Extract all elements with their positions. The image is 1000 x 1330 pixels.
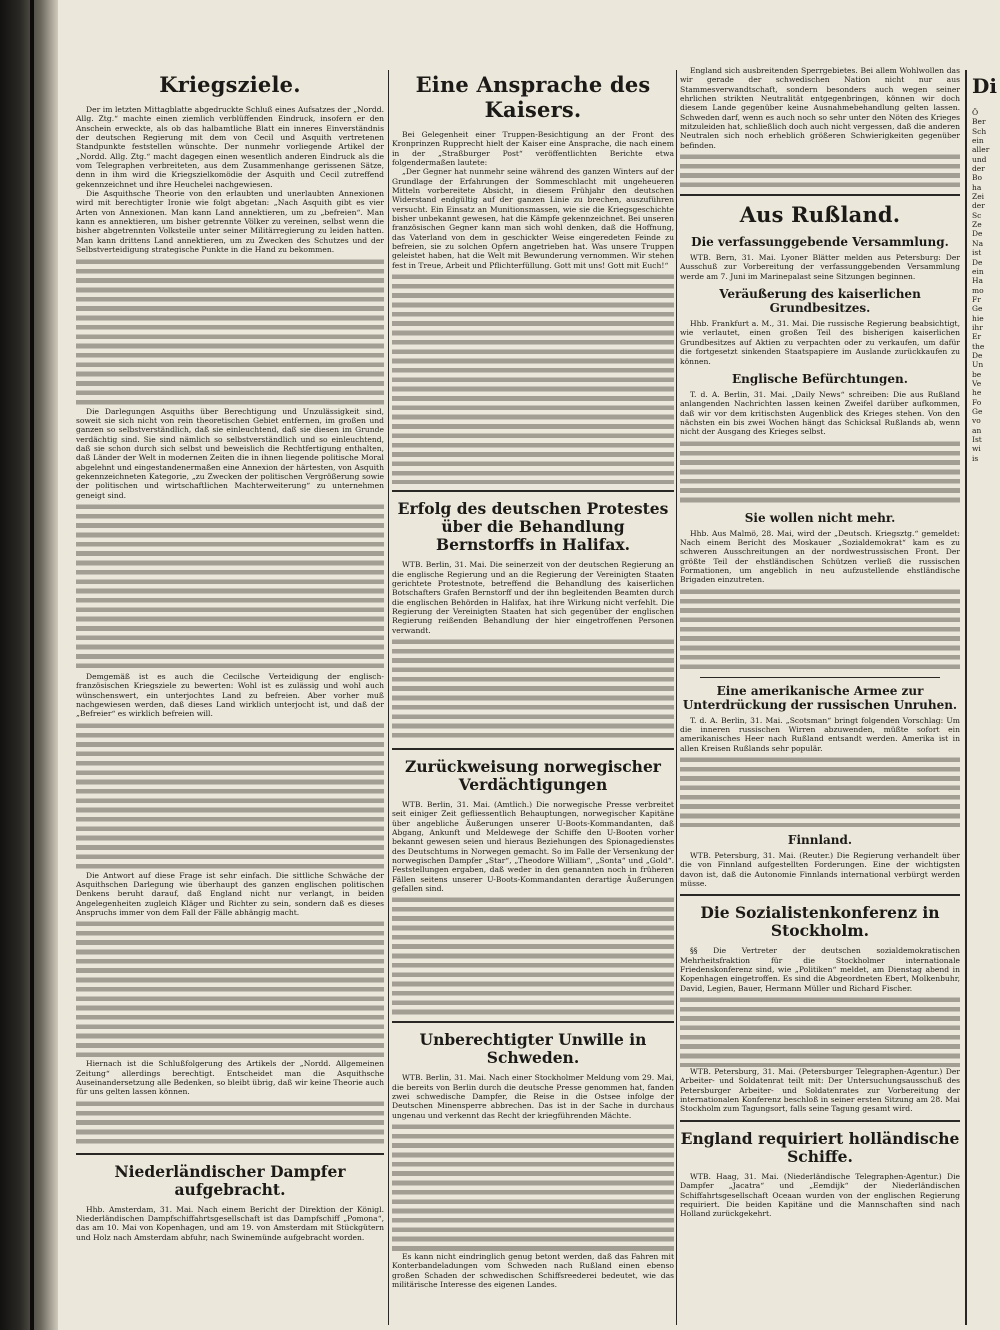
cropped-text-line: aller bbox=[972, 145, 990, 155]
divider bbox=[700, 677, 940, 678]
article-paragraph: WTB. Petersburg, 31. Mai. (Petersburger Telegraphen-Agentur.) Der Arbeiter- und Soldatenrat teilt mit: Der Untersuchungsausschuß des Petersburger Arbeiter- und Soldatenrates zur Vorbereitung der internationalen Konferenz beschloß in seiner ersten Sitzung am 28. Mai Stockholm zum Tagungsort, falls seine Tagung gesamt wird. bbox=[680, 1067, 960, 1114]
cropped-text-line: hie bbox=[972, 313, 984, 323]
divider bbox=[680, 1120, 960, 1122]
cropped-text-line: is bbox=[972, 453, 979, 463]
article-paragraph: Hiernach ist die Schlußfolgerung des Artikels der „Nordd. Allgemeinen Zeitung“ allerdings berechtigt. Entscheidet man die Asquithsche Auseinandersetzung alle Bedenken, so bleibt übrig, daß wir keine Theorie auch für uns gelten lassen können. bbox=[76, 1059, 384, 1097]
article-paragraph: Hhb. Aus Malmö, 28. Mai, wird der „Deutsch. Kriegsztg.“ gemeldet: Nach einem Bericht des Moskauer „Sozialdemokrat“ kam es zu schweren Ausschreitungen an der nordwestrussischen Front. Der größte Teil der ehstländischen Schützen verließ die russischen Formationen, um angeblich in neu aufzustellende ehstländische Brigaden einzutreten. bbox=[680, 528, 960, 585]
text-body-filler bbox=[680, 152, 960, 188]
article-paragraph: Demgemäß ist es auch die Cecilsche Verteidigung der englisch-französischen Kriegsziele zu bewerten: Wohl ist es zulässig und wohl auch wünschenswert, ein unterjochtes Land zu befreien. Aber vorher muß nachgewiesen werden, daß dieses Land wirklich unterjocht ist, und daß der „Befreier“ es wirklich befreien will. bbox=[76, 671, 384, 719]
headline-ansprache-kaiser: Eine Ansprache des Kaisers. bbox=[415, 72, 651, 122]
binding-stripe bbox=[30, 0, 34, 1330]
cropped-text-line: an bbox=[972, 425, 982, 435]
cropped-text-line: Ge bbox=[972, 304, 983, 314]
subhead-amerikanische-armee: Eine amerikanische Armee zur Unterdrückung der russischen Unruhen. bbox=[682, 683, 958, 712]
divider bbox=[680, 194, 960, 196]
cropped-text-line: De bbox=[972, 350, 983, 360]
cropped-text-line: und bbox=[972, 154, 987, 164]
text-body-filler bbox=[76, 257, 384, 407]
cropped-text-line: Ber bbox=[972, 117, 986, 127]
divider bbox=[392, 748, 674, 750]
cropped-text-line: ha bbox=[972, 182, 982, 192]
cropped-text-line: ist bbox=[972, 248, 982, 258]
text-body-filler bbox=[76, 1099, 384, 1147]
cropped-text-line: Zei bbox=[972, 192, 985, 202]
article-paragraph: Der im letzten Mittagblatte abgedruckte Schluß eines Aufsatzes der „Nordd. Allg. Ztg.“ machte einen ziemlich verblüffenden Eindruck, insofern er den Anschein erweckte, als ob das halbamtliche Blatt ein inneres Einverständnis der deutschen Regierung mit dem von Cecil und Asquith vertretenen Standpunkte feststellen wünschte. Der nunmehr vorliegende Artikel der „Nordd. Allg. Ztg.“ macht dagegen einen wesentlich anderen Eindruck als die vom Telegraphen verbreiteten, aus dem Zusammenhange gerissenen Sätze, denn in ihm wird die Kriegszielkomödie der Asquith und Cecil zutreffend gekennzeichnet und ihre Heuchelei nachgewiesen. bbox=[76, 105, 384, 189]
headline-england-requiriert: England requiriert holländische Schiffe. bbox=[680, 1128, 960, 1166]
column-rule-1 bbox=[388, 70, 389, 1325]
text-body-filler bbox=[392, 637, 674, 742]
article-paragraph: „Der Gegner hat nunmehr seine während des ganzen Winters auf der Grundlage der Erfahrungen der Sommeschlacht mit ungeheueren Mitteln vorbereitete Absicht, in diesem Frühjahr den deutschen Widerstand endgültig auf der ganzen Linie zu brechen, auszuführen versucht. Ein Einsatz an Munitionsmassen, wie sie die Kriegsgeschichte bisher unbekannt gewesen, hat die Kämpfe gekennzeichnet. Bei unseren französischen Gegner kann man sich wohl denken, daß die Hoffnung, das Vaterland von dem in geschickter Weise eingeredeten Feinde zu befreien, sie zu solchen Opfern angetrieben hat. Was unsere Truppen geleistet haben, hat die Welt mit Bewunderung vernommen. Wir stehen fest in Treue, Arbeit und Pflichterfüllung. Gott mit uns! Gott mit Euch!“ bbox=[392, 167, 674, 270]
text-body-filler bbox=[76, 502, 384, 672]
cropped-text-line: der bbox=[972, 164, 985, 174]
article-paragraph: England sich ausbreitenden Sperrgebietes. Bei allem Wohlwollen das wir gerade der schwedischen Nation nicht nur aus Stammesverwandtschaft, sondern besonders auch wegen seiner ehrlichen strikten Neutralität entgegenbringen, können wir doch diesem Lande gegenüber keine Ausnahmebehandlung gelten lassen. Schweden darf, wenn es auch noch so sehr unter den Nöten des Krieges mitzuleiden hat, schließlich doch auch nicht vergessen, daß die anderen Neutralen sich noch erheblich größeren Schwierigkeiten gegenüber befinden. bbox=[680, 66, 960, 150]
cropped-text-lines bbox=[972, 108, 1000, 463]
article-paragraph: Es kann nicht eindringlich genug betont werden, daß das Fahren mit Konterbandeladungen vom Schweden nach Rußland einen ebenso großen Schaden der schwedischen Schiffsreederei bedeutet, wie das militärische Interesse des eigenen Landes. bbox=[392, 1252, 674, 1290]
article-paragraph: §§ Die Vertreter der deutschen sozialdemokratischen Mehrheitsfraktion für die Stockholmer internationale Friedenskonferenz sind, wie „Politiken“ meldet, am Dienstag abend in Kopenhagen eingetroffen. Es sind die Abgeordneten Ebert, Molkenbuhr, David, Legien, Bauer, Hermann Müller und Richard Fischer. bbox=[680, 946, 960, 993]
column-3 bbox=[680, 66, 960, 1316]
text-body-filler bbox=[392, 895, 674, 1015]
cropped-text-line: be bbox=[972, 369, 982, 379]
headline-sozialistenkonferenz: Die Sozialistenkonferenz in Stockholm. bbox=[700, 903, 940, 941]
headline-unwille-schweden: Unberechtigter Unwille in Schweden. bbox=[419, 1030, 647, 1068]
cropped-text-line: Ö bbox=[972, 108, 979, 117]
text-body-filler bbox=[392, 1122, 674, 1252]
divider bbox=[392, 1021, 674, 1023]
cropped-text-line: Ze bbox=[972, 220, 982, 230]
article-paragraph: Die Antwort auf diese Frage ist sehr einfach. Die sittliche Schwäche der Asquithschen Darlegung wie überhaupt des ganzen englischen politischen Denkens beruht darauf, daß England nicht nur verlangt, in beiden Angelegenheiten zugleich Kläger und Richter zu sein, sondern daß es dieses Anspruchs immer von dem Fall der Fälle abhängig macht. bbox=[76, 870, 384, 918]
cropped-text-line: Ve bbox=[972, 378, 982, 388]
column-rule-3 bbox=[965, 70, 967, 1325]
cropped-text-line: Ha bbox=[972, 276, 984, 286]
divider bbox=[392, 490, 674, 492]
cropped-text-line: Ist bbox=[972, 435, 982, 445]
cropped-text-line: wi bbox=[972, 444, 981, 454]
cropped-text-line: Na bbox=[972, 238, 984, 248]
cropped-text-line: ihr bbox=[972, 322, 983, 332]
subhead-verfassunggebende-versammlung: Die verfassunggebende Versammlung. bbox=[691, 235, 949, 250]
headline-dampfer-aufgebracht: Niederländischer Dampfer aufgebracht. bbox=[114, 1161, 346, 1199]
headline-bernstorff-halifax: Erfolg des deutschen Protestes über die Behandlung Bernstorffs in Halifax. bbox=[397, 499, 669, 555]
divider bbox=[680, 894, 960, 896]
text-body-filler bbox=[680, 995, 960, 1067]
headline-kriegsziele: Kriegsziele. bbox=[159, 72, 301, 97]
cropped-text-line: Ge bbox=[972, 407, 983, 416]
article-paragraph: Die Darlegungen Asquiths über Berechtigung und Unzulässigkeit sind, soweit sie sich nicht von rein theoretischen Gebiet entfernen, im großen und ganzen so selbstverständlich, daß sie einleuchtend, daß sie diesen im Grunde verdächtig sind. Sie sind nämlich so selbstverständlich und so einleuchtend, daß sie schon durch sich selbst und beweislich die Rechtfertigung enthalten, daß Länder der Welt in modernen Zeiten die in ihnen liegende politische Moral abgelehnt und eingestandenermaßen eine Annexion der härtesten, von Asquith gekennzeichneten Kategorie, „zu Zwecken der politischen Vergrößerung sowie der politischen und wirtschaftlichen Machterweiterung“ zu unternehmen geneigt sind. bbox=[76, 406, 384, 500]
cropped-text-line: the bbox=[972, 341, 985, 351]
cropped-text-line: vo bbox=[972, 416, 981, 426]
cropped-text-line: Fo bbox=[972, 397, 982, 407]
cropped-text-line: der bbox=[972, 201, 985, 211]
text-body-filler bbox=[680, 439, 960, 505]
article-paragraph: WTB. Berlin, 31. Mai. Nach einer Stockholmer Meldung vom 29. Mai, die bereits von Berlin durch die deutsche Presse genommen hat, fanden zwei schwedische Dampfer, die Reise in die Ostsee infolge der Deutschen Minensperre abbrechen. Das ist in der Sache in durchaus ungenau und verkennt das Recht der kriegführenden Mächte. bbox=[392, 1073, 674, 1120]
subhead-grundbesitz: Veräußerung des kaiserlichen Grundbesitzes. bbox=[719, 287, 921, 316]
column-4-cropped bbox=[972, 66, 1000, 1316]
column-1 bbox=[76, 66, 384, 1316]
cropped-text-line: Sch bbox=[972, 126, 987, 136]
article-paragraph: WTB. Petersburg, 31. Mai. (Reuter.) Die Regierung verhandelt über die von Finnland aufgestellten Forderungen. Eine der wichtigsten davon ist, daß die Autonomie Finnlands international verbürgt werden müsse. bbox=[680, 851, 960, 889]
article-paragraph: T. d. A. Berlin, 31. Mai. „Daily News“ schreiben: Die aus Rußland anlangenden Nachrichten lassen keinen Zweifel darüber aufkommen, daß wir vor dem kritischsten Augenblick des Krieges stehen. Von den nächsten ein bis zwei Wochen hängt das Schicksal Rußlands ab, wenn nicht der Ausgang des Krieges selbst. bbox=[680, 389, 960, 437]
cropped-text-line: De bbox=[972, 229, 983, 239]
cropped-headline: Di bbox=[972, 74, 997, 98]
cropped-text-line: Bo bbox=[972, 173, 983, 183]
text-body-filler bbox=[76, 721, 384, 871]
article-paragraph: Bei Gelegenheit einer Truppen-Besichtigung an der Front des Kronprinzen Rupprecht hielt der Kaiser eine Ansprache, die nach einem in der „Straßburger Post“ veröffentlichten Berichte etwa folgendermaßen lautete: bbox=[392, 130, 674, 168]
article-paragraph: WTB. Berlin, 31. Mai. Die seinerzeit von der deutschen Regierung an die englische Regierung und an die Regierung der Vereinigten Staaten gerichtete Protestnote, betreffend die Behandlung des kaiserlichen Botschafters Grafen Bernstorff und der ihn begleitenden Beamten durch die englischen Behörden in Halifax, hat ihre Wirkung nicht verfehlt. Die Regierung der Vereinigten Staaten hat sich gegenüber der englischen Regierung reißenden Behandlung der hier eingetroffenen Personen verwandt. bbox=[392, 560, 674, 635]
cropped-text-line: Er bbox=[972, 332, 982, 342]
text-body-filler bbox=[680, 587, 960, 671]
subhead-englische-befuerchtungen: Englische Befürchtungen. bbox=[732, 371, 908, 386]
headline-aus-russland: Aus Rußland. bbox=[739, 202, 901, 228]
text-body-filler bbox=[680, 755, 960, 827]
text-body-filler bbox=[392, 272, 674, 484]
cropped-text-line: mo bbox=[972, 285, 984, 295]
text-body-filler bbox=[76, 919, 384, 1059]
divider bbox=[76, 1153, 384, 1155]
cropped-text-line: Sc bbox=[972, 210, 982, 220]
article-paragraph: T. d. A. Berlin, 31. Mai. „Scotsman“ bringt folgenden Vorschlag: Um die inneren russischen Wirren abzuwenden, müßte sofort ein amerikanisches Heer nach Rußland entsandt werden. Amerika ist in allen Kreisen Rußlands sehr populär. bbox=[680, 715, 960, 753]
cropped-text-line: Un bbox=[972, 360, 984, 370]
cropped-text-line: ein bbox=[972, 136, 984, 146]
article-paragraph: WTB. Berlin, 31. Mai. (Amtlich.) Die norwegische Presse verbreitet seit einiger Zeit gefliessentlich Behauptungen, norwegischer Kapitäne über angebliche Äußerungen unserer U-Boots-Kommandanten, daß Abgang, Ankunft und Meldewege der Schiffe den U-Booten vorher bekannt gewesen seien und hieraus Beziehungen des Spionagedienstes des Deutschtums in Norwegen gemacht. So im Falle der Versenkung der norwegischen Dampfer „Star“, „Theodore William“, „Sonta“ und „Gold“. Feststellungen ergaben, daß weder in den genannten noch in früheren Fällen seitens unserer U-Boots-Kommandanten derartige Äußerungen gefallen sind. bbox=[392, 799, 674, 893]
subhead-finnland: Finnland. bbox=[787, 833, 853, 847]
cropped-text-line: Fr bbox=[972, 294, 981, 304]
cropped-text-line: ein bbox=[972, 266, 984, 276]
article-paragraph: Die Asquithsche Theorie von den erlaubten und unerlaubten Annexionen wird mit berechtigter Ironie wie folgt abgetan: „Nach Asquith gibt es vier Arten von Annexionen. Man kann Land annektieren, um zu „befreien“. Man kann es annektieren, um bisher getrennte Völker zu vereinen, selbst wenn die bisher abgetrennten Volksteile unter seiner Militärregierung zu leiden hatten. Man kann drittens Land annektieren, um zu Zwecken des Schutzes und der Selbstverteidigung strategische Punkte in die Hand zu bekommen. bbox=[76, 189, 384, 255]
article-paragraph: Hhb. Frankfurt a. M., 31. Mai. Die russische Regierung beabsichtigt, wie verlautet, einen großen Teil des bisherigen kaiserlichen Grundbesitzes auf Aktien zu verpachten oder zu verkaufen, um dafür die fortgesetzt sinkenden Staatspapiere im Auslande zurückkaufen zu können. bbox=[680, 319, 960, 366]
article-paragraph: WTB. Haag, 31. Mai. (Niederländische Telegraphen-Agentur.) Die Dampfer „Jacatra“ und „Eemdijk“ der Niederländischen Schiffahrtsgesellschaft Oceaan wurden von der englischen Regierung requiriert. Die beiden Kapitäne und die Mannschaften sind nach Holland zurückgekehrt. bbox=[680, 1171, 960, 1219]
column-rule-2 bbox=[676, 70, 677, 1325]
article-paragraph: Hhb. Amsterdam, 31. Mai. Nach einem Bericht der Direktion der Königl. Niederländischen Dampfschiffahrtsgesellschaft ist das Dampfschiff „Pomona“, das am 10. Mai von Kopenhagen, und am 19. von Amsterdam mit Stückgütern und Holz nach Amsterdam abfuhr, nach Swinemünde aufgebracht worden. bbox=[76, 1204, 384, 1242]
cropped-text-line: De bbox=[972, 257, 983, 267]
cropped-text-line: he bbox=[972, 388, 982, 398]
column-2 bbox=[392, 66, 674, 1316]
headline-norwegische-verdaechtigungen: Zurückweisung norwegischer Verdächtigungen bbox=[405, 756, 661, 794]
subhead-sie-wollen-nicht-mehr: Sie wollen nicht mehr. bbox=[744, 510, 896, 525]
book-binding-edge bbox=[0, 0, 58, 1330]
article-paragraph: WTB. Bern, 31. Mai. Lyoner Blätter melden aus Petersburg: Der Ausschuß zur Vorbereitung der verfassunggebenden Versammlung werde am 7. Juni im Marinepalast seine Sitzungen beginnen. bbox=[680, 253, 960, 281]
